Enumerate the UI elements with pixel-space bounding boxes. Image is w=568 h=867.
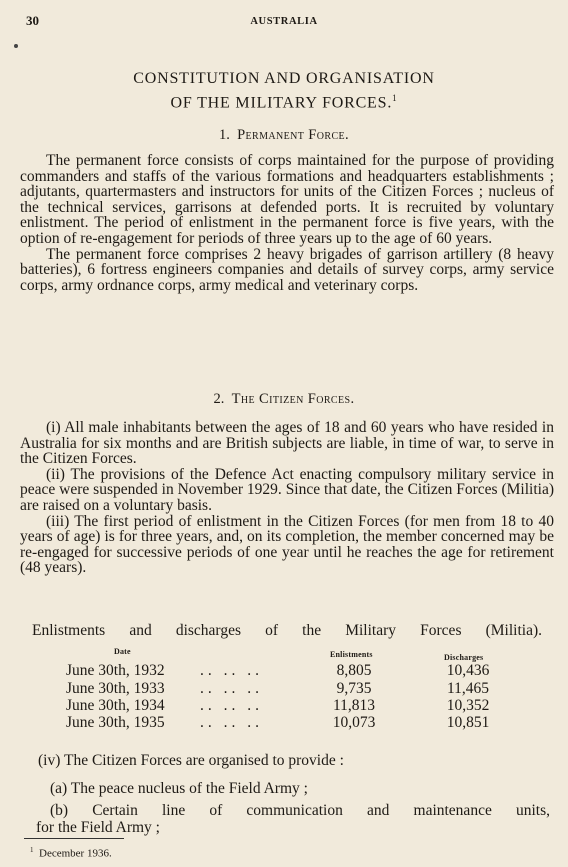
section-heading-citizen-forces	[0, 391, 568, 408]
table-caption: Enlistments and discharges of the Military Forces (Militia).	[32, 622, 542, 639]
list-item-b-line-1: (b) Certain line of communication and maintenance units,	[50, 802, 550, 819]
cell-enlistments: 9,735	[336, 680, 372, 697]
cell-date: June 30th, 1932	[66, 662, 165, 679]
paragraph-iii: (iii) The first period of enlistment in the Citizen Forces (for men from 18 to 40 years of age) is for three years, and, on its completion, the member concerned may be re-engaged for successive periods of one year until he reaches the age for retirement (48 years).	[20, 512, 554, 577]
cell-discharges: 10,851	[446, 714, 490, 731]
paragraph-permanent-force-1: The permanent force consists of corps maintained for the purpose of providing commanders and staffs of the various formations and headquarters establishments ; adjutants, quartermasters and instructors for units of the Citizen Forces ; nucleus of the technical services, garrisons at defended ports. It is recruited by voluntary enlistment. The period of enlistment in the permanent force is five years, with the option of re-engagement for periods of three years up to the age of 60 years.	[20, 152, 554, 247]
cell-date: June 30th, 1933	[66, 680, 165, 697]
footnote-marker: 1	[30, 846, 34, 854]
paragraph-ii: (ii) The provisions of the Defence Act enacting compulsory military service in peace were suspended in November 1929. Since that date, the Citizen Forces (Militia) are raised on a voluntary basis.	[20, 465, 554, 514]
cell-discharges: 10,436	[446, 662, 490, 679]
table-row	[0, 680, 568, 696]
dot-leaders: .. .. ..	[200, 714, 263, 731]
cell-date: June 30th, 1934	[66, 697, 165, 714]
ink-speck	[14, 44, 18, 48]
cell-discharges: 11,465	[446, 680, 490, 697]
column-header-enlistments: Enlistments	[330, 650, 373, 659]
paragraph-iv: (iv) The Citizen Forces are organised to provide :	[38, 752, 344, 769]
cell-enlistments: 8,805	[336, 662, 372, 679]
table-row	[0, 697, 568, 713]
section-number: 1.	[218, 127, 230, 143]
dot-leaders: .. .. ..	[200, 680, 263, 697]
footnote	[30, 846, 112, 860]
footnote-divider	[24, 838, 124, 839]
table-row	[0, 662, 568, 678]
list-item-b-line-2: for the Field Army ;	[36, 819, 160, 836]
document-title-line-1: CONSTITUTION AND ORGANISATION	[133, 70, 435, 87]
cell-date: June 30th, 1935	[66, 714, 165, 731]
title-footnote-marker: 1	[392, 93, 398, 103]
cell-enlistments: 11,813	[332, 697, 376, 714]
document-title-line-2	[0, 93, 568, 112]
page-number: 30	[26, 13, 39, 28]
column-header-date: Date	[114, 647, 131, 656]
citizen-forces-text	[20, 420, 554, 576]
running-title: AUSTRALIA	[250, 16, 318, 27]
section-number: 2.	[213, 391, 225, 407]
column-header-discharges: Discharges	[444, 653, 484, 662]
section-heading-permanent-force	[0, 127, 568, 144]
cell-discharges: 10,352	[446, 697, 490, 714]
list-item-a: (a) The peace nucleus of the Field Army ;	[50, 780, 308, 797]
paragraph-permanent-force-2: The permanent force comprises 2 heavy brigades of garrison artillery (8 heavy batteries), 6 fortress engineers companies and details of survey corps, army service corps, army ordnance corps, army medical and veterinary corps.	[20, 245, 554, 294]
section-title: The Citizen Forces.	[231, 391, 355, 407]
document-title-line-2-text: OF THE MILITARY FORCES.	[170, 94, 393, 112]
section-title: Permanent Force.	[237, 127, 350, 143]
paragraph-i: (i) All male inhabitants between the ages of 18 and 60 years who have resided in Australia for six months and are British subjects are liable, in time of war, to serve in the Citizen Forces.	[20, 419, 554, 468]
dot-leaders: .. .. ..	[200, 662, 263, 679]
cell-enlistments: 10,073	[332, 714, 376, 731]
dot-leaders: .. .. ..	[200, 697, 263, 714]
permanent-force-text	[20, 153, 554, 293]
table-row	[0, 714, 568, 730]
footnote-text: December 1936.	[39, 847, 112, 860]
